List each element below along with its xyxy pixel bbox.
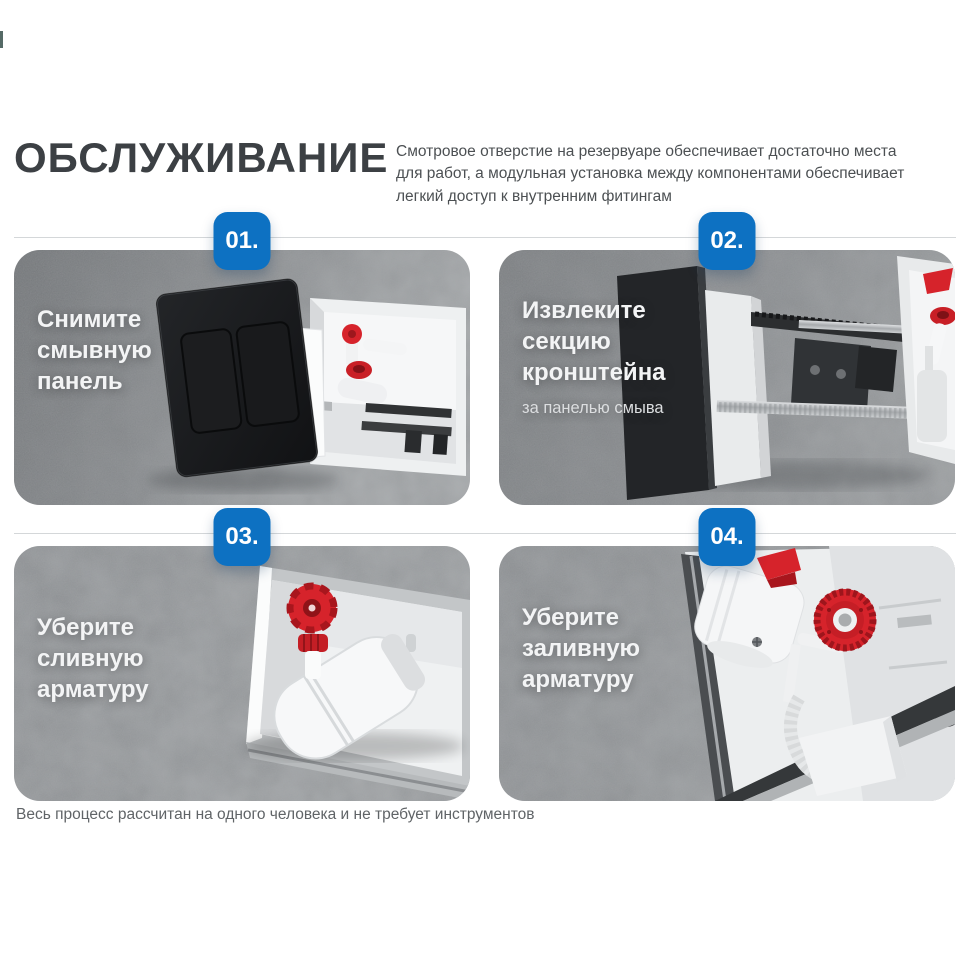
step-2-title-line: Извлеките	[522, 297, 646, 324]
step-3-number: 03.	[225, 523, 259, 550]
page-edge-mark	[0, 31, 3, 48]
step-panel-2	[499, 227, 955, 505]
step-2-subtitle: за панелью смыва	[522, 399, 664, 417]
step-2-number: 02.	[710, 227, 744, 254]
footer-note: Весь процесс рассчитан на одного человека и не требует инструментов	[16, 806, 535, 823]
step-2-number-badge	[699, 212, 756, 270]
step-4-title-line: арматуру	[522, 666, 634, 693]
divider-line-2	[14, 533, 956, 534]
intro-text: Смотровое отверстие на резервуаре обеспечивает достаточно места для работ, а модульная установка между компонентами обеспечивает легкий доступ к внутренним фитингам	[396, 143, 905, 205]
step-2-title-line: секцию	[522, 328, 611, 355]
step-4-title-line: Уберите	[522, 604, 620, 631]
step-4-title-line: заливную	[522, 635, 641, 662]
step-4-number-badge	[699, 508, 756, 566]
steps-row-2	[14, 523, 955, 801]
step-3-title-line: арматуру	[37, 676, 149, 703]
step-1-title-line: смывную	[37, 337, 152, 364]
step-3-title-line: Уберите	[37, 614, 135, 641]
step-panel-1	[14, 227, 470, 505]
step-1-title-line: панель	[37, 368, 123, 395]
step-1-title-line: Снимите	[37, 306, 142, 333]
step-2-title-line: кронштейна	[522, 359, 666, 386]
flush-panel-graphic	[155, 278, 318, 478]
steps-row-1	[14, 227, 955, 505]
step-4-number: 04.	[710, 523, 744, 550]
fill-valve-graphic	[681, 546, 955, 801]
step-3-number-badge	[214, 508, 271, 566]
step-1-number: 01.	[225, 227, 259, 254]
divider-line-1	[14, 237, 956, 238]
step-1-number-badge	[214, 212, 271, 270]
step-panel-3	[14, 523, 470, 801]
step-3-caption	[37, 546, 149, 801]
inspection-opening-graphic	[310, 298, 466, 476]
step-3-title-line: сливную	[37, 645, 144, 672]
step-4-caption	[522, 546, 640, 801]
step-2-caption	[522, 250, 666, 505]
step-panel-4	[499, 523, 955, 801]
page-title: ОБСЛУЖИВАНИЕ	[14, 134, 389, 181]
step-1-caption	[37, 250, 152, 505]
red-knurled-nut-graphic	[814, 589, 876, 651]
